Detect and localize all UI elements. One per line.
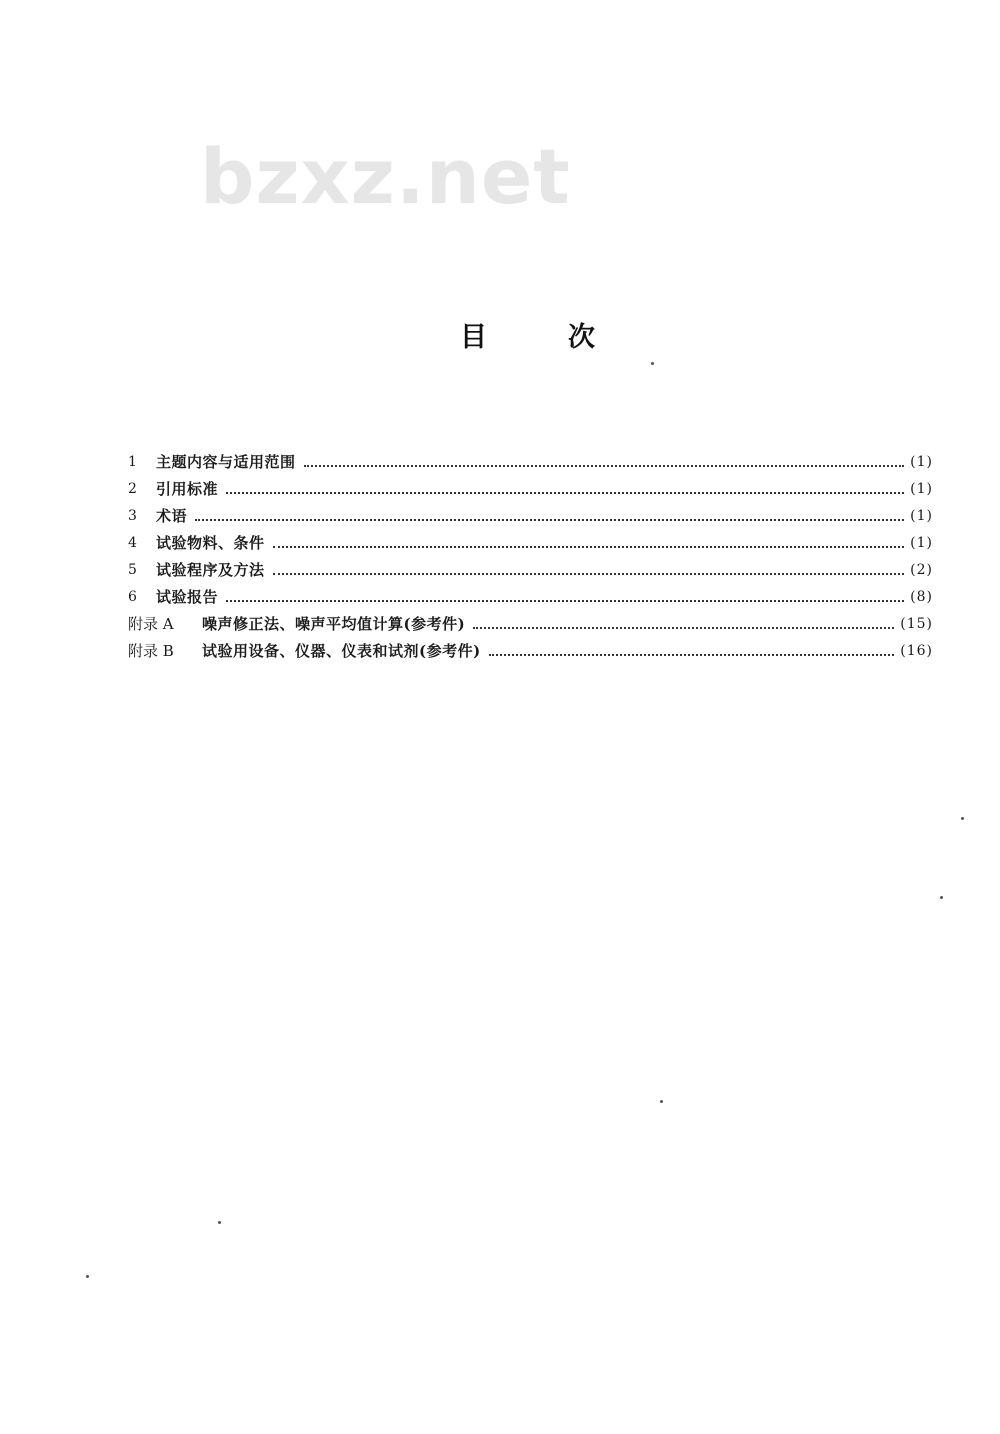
toc-entry-label: 试验报告: [156, 588, 219, 606]
toc-entry-number: 附录 B: [128, 642, 174, 660]
toc-leader-dots: [273, 546, 905, 548]
toc-leader-dots: [226, 600, 904, 602]
toc-entry-page: (8): [910, 589, 933, 605]
title-char-1: 目: [460, 322, 487, 353]
toc-entry-label: 试验物料、条件: [156, 534, 265, 552]
scan-speck: [961, 817, 964, 820]
toc-entry-page: (1): [910, 508, 933, 524]
toc-entry-page: (15): [900, 616, 933, 632]
toc-leader-dots: [195, 519, 904, 521]
toc-leader-dots: [473, 627, 894, 629]
toc-entry-appendix-a[interactable]: [128, 608, 933, 635]
toc-entry-label: 试验用设备、仪器、仪表和试剂(参考件): [202, 642, 481, 660]
toc-leader-dots: [273, 573, 905, 575]
scan-speck: [940, 896, 943, 899]
table-of-contents: [128, 446, 933, 662]
toc-leader-dots: [226, 492, 904, 494]
toc-entry-label: 术语: [156, 507, 188, 525]
toc-entry-number: 2: [128, 481, 137, 497]
toc-entry-6[interactable]: [128, 581, 933, 608]
toc-leader-dots: [304, 465, 905, 467]
toc-entry-3[interactable]: [128, 500, 933, 527]
toc-entry-page: (16): [900, 643, 933, 659]
toc-entry-page: (1): [910, 481, 933, 497]
toc-entry-number: 1: [128, 454, 137, 470]
toc-entry-page: (1): [910, 535, 933, 551]
toc-entry-number: 附录 A: [128, 615, 174, 633]
toc-entry-5[interactable]: [128, 554, 933, 581]
toc-entry-label: 试验程序及方法: [156, 561, 265, 579]
toc-entry-page: (1): [910, 454, 933, 470]
title-char-2: 次: [568, 322, 595, 353]
toc-entry-label: 主题内容与适用范围: [156, 453, 296, 471]
toc-entry-4[interactable]: [128, 527, 933, 554]
toc-entry-number: 6: [128, 589, 137, 605]
toc-entry-label: 引用标准: [156, 480, 219, 498]
toc-entry-number: 4: [128, 535, 137, 551]
scan-speck: [86, 1275, 89, 1278]
toc-entry-number: 3: [128, 508, 137, 524]
toc-entry-label: 噪声修正法、噪声平均值计算(参考件): [202, 615, 466, 633]
toc-entry-appendix-b[interactable]: [128, 635, 933, 662]
toc-entry-2[interactable]: [128, 473, 933, 500]
scan-speck: [660, 1100, 663, 1103]
toc-entry-number: 5: [128, 562, 137, 578]
toc-entry-page: (2): [910, 562, 933, 578]
watermark-text: bzxz.net: [200, 132, 571, 221]
scan-speck: [651, 362, 654, 365]
toc-entry-1[interactable]: [128, 446, 933, 473]
toc-leader-dots: [489, 654, 895, 656]
scan-speck: [218, 1221, 221, 1224]
page-title: [0, 318, 1000, 362]
